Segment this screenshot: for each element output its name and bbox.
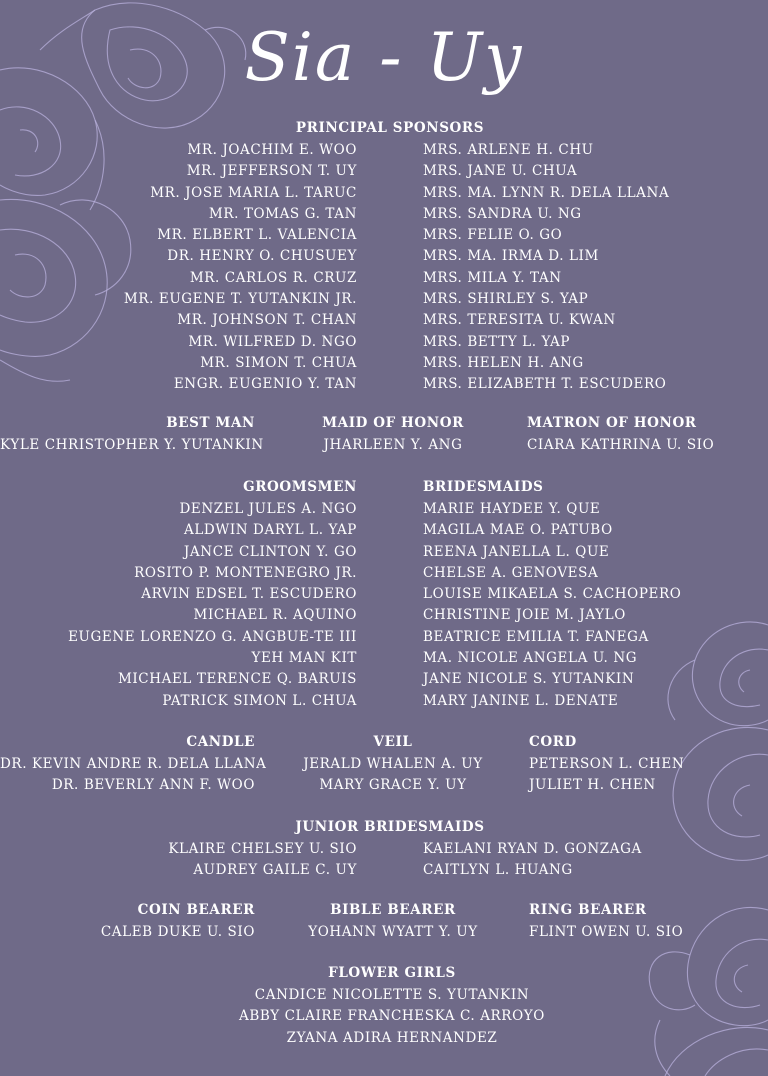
list-item: LOUISE MIKAELA S. CACHOPERO xyxy=(423,586,682,603)
matron-of-honor-name xyxy=(527,435,747,456)
list-item: JULIET H. CHEN xyxy=(529,777,656,794)
best-man-name xyxy=(0,435,264,456)
list-item: CALEB DUKE U. SIO xyxy=(100,924,255,940)
veil-list xyxy=(293,754,493,797)
list-item: DENZEL JULES A. NGO xyxy=(179,501,357,517)
list-item: MARY GRACE Y. UY xyxy=(319,777,467,794)
list-item: PATRICK SIMON L. CHUA xyxy=(162,692,357,709)
list-item: MAGILA MAE O. PATUBO xyxy=(423,522,613,539)
list-item: MARY JANINE L. DENATE xyxy=(423,692,619,709)
list-item: MRS. MILA Y. TAN xyxy=(423,269,562,286)
principal-sponsors-men-list xyxy=(40,140,357,396)
principal-sponsors-heading: PRINCIPAL SPONSORS xyxy=(295,120,485,136)
list-item: YOHANN WYATT Y. UY xyxy=(308,924,478,940)
list-item: MRS. SANDRA U. NG xyxy=(423,205,582,222)
list-item: MRS. JANE U. CHUA xyxy=(423,163,578,180)
list-item: MA. NICOLE ANGELA U. NG xyxy=(423,650,638,667)
list-item: MR. JOACHIM E. WOO xyxy=(187,142,357,158)
bridesmaids-heading: BRIDESMAIDS xyxy=(423,479,544,495)
best-man-heading: BEST MAN xyxy=(166,415,255,431)
veil-heading: VEIL xyxy=(373,734,413,750)
junior-bridesmaids-left-list xyxy=(40,839,357,882)
list-item: MR. EUGENE T. YUTANKIN JR. xyxy=(123,291,357,308)
list-item: DR. KEVIN ANDRE R. DELA LLANA xyxy=(0,756,267,772)
list-item: CAITLYN L. HUANG xyxy=(423,862,573,879)
list-item: JANE NICOLE S. YUTANKIN xyxy=(423,671,635,688)
bible-bearer-heading: BIBLE BEARER xyxy=(330,902,456,918)
ring-bearer-name xyxy=(529,922,729,943)
list-item: ALDWIN DARYL L. YAP xyxy=(184,522,357,539)
list-item: FLINT OWEN U. SIO xyxy=(529,924,684,940)
couple-title: Sia - Uy xyxy=(244,19,524,96)
list-item: MR. ELBERT L. VALENCIA xyxy=(157,227,357,244)
list-item: JHARLEEN Y. ANG xyxy=(323,437,463,453)
bible-bearer-name xyxy=(293,922,493,943)
maid-of-honor-name xyxy=(293,435,493,456)
list-item: KAELANI RYAN D. GONZAGA xyxy=(423,841,642,857)
list-item: MR. SIMON T. CHUA xyxy=(200,354,357,371)
list-item: ABBY CLAIRE FRANCHESKA C. ARROYO xyxy=(239,1008,545,1025)
list-item: MR. JOHNSON T. CHAN xyxy=(177,312,357,329)
list-item: ZYANA ADIRA HERNANDEZ xyxy=(286,1029,498,1046)
list-item: JANCE CLINTON Y. GO xyxy=(183,543,357,560)
groomsmen-list xyxy=(40,499,357,712)
list-item: PETERSON L. CHEN xyxy=(529,756,685,772)
candle-list xyxy=(0,754,267,797)
list-item: MICHAEL R. AQUINO xyxy=(193,607,357,624)
list-item: YEH MAN KIT xyxy=(251,650,357,667)
list-item: CHELSE A. GENOVESA xyxy=(423,564,599,581)
list-item: MRS. ARLENE H. CHU xyxy=(423,142,594,158)
list-item: DR. BEVERLY ANN F. WOO xyxy=(51,777,255,794)
candle-heading: CANDLE xyxy=(186,734,255,750)
list-item: MRS. MA. IRMA D. LIM xyxy=(423,248,599,265)
list-item: MR. JOSE MARIA L. TARUC xyxy=(150,184,357,201)
flower-girls-heading: FLOWER GIRLS xyxy=(328,965,456,981)
list-item: MRS. MA. LYNN R. DELA LLANA xyxy=(423,184,670,201)
list-item: ENGR. EUGENIO Y. TAN xyxy=(173,376,357,393)
list-item: MR. JEFFERSON T. UY xyxy=(186,163,357,180)
maid-of-honor-heading: MAID OF HONOR xyxy=(322,415,464,431)
coin-bearer-name xyxy=(0,922,255,943)
groomsmen-heading: GROOMSMEN xyxy=(243,479,357,495)
coin-bearer-heading: COIN BEARER xyxy=(137,902,255,918)
list-item: JERALD WHALEN A. UY xyxy=(303,756,483,772)
bridesmaids-list xyxy=(423,499,743,712)
cord-heading: CORD xyxy=(529,734,577,750)
list-item: MICHAEL TERENCE Q. BARUIS xyxy=(117,671,357,688)
matron-of-honor-heading: MATRON OF HONOR xyxy=(527,415,697,431)
list-item: MR. WILFRED D. NGO xyxy=(188,333,357,350)
list-item: DR. HENRY O. CHUSUEY xyxy=(167,248,357,265)
list-item: REENA JANELLA L. QUE xyxy=(423,543,610,560)
list-item: KLAIRE CHELSEY U. SIO xyxy=(168,841,357,857)
list-item: MRS. ELIZABETH T. ESCUDERO xyxy=(423,376,667,393)
list-item: ARVIN EDSEL T. ESCUDERO xyxy=(141,586,357,603)
list-item: AUDREY GAILE C. UY xyxy=(193,862,357,879)
principal-sponsors-women-list xyxy=(423,140,743,396)
list-item: MRS. FELIE O. GO xyxy=(423,227,563,244)
list-item: MRS. HELEN H. ANG xyxy=(423,354,584,371)
list-item: EUGENE LORENZO G. ANGBUE-TE III xyxy=(68,628,357,645)
junior-bridesmaids-heading: JUNIOR BRIDESMAIDS xyxy=(295,819,485,835)
list-item: MRS. SHIRLEY S. YAP xyxy=(423,291,589,308)
list-item: MARIE HAYDEE Y. QUE xyxy=(423,501,601,517)
junior-bridesmaids-right-list xyxy=(423,839,743,882)
list-item: MR. TOMAS G. TAN xyxy=(208,205,357,222)
cord-list xyxy=(529,754,729,797)
ring-bearer-heading: RING BEARER xyxy=(529,902,647,918)
list-item: CHRISTINE JOIE M. JAYLO xyxy=(423,607,626,624)
list-item: MR. CARLOS R. CRUZ xyxy=(189,269,357,286)
list-item: BEATRICE EMILIA T. FANEGA xyxy=(423,628,649,645)
list-item: KYLE CHRISTOPHER Y. YUTANKIN xyxy=(0,437,264,453)
flower-girls-list xyxy=(0,985,768,1049)
list-item: MRS. BETTY L. YAP xyxy=(423,333,571,350)
list-item: MRS. TERESITA U. KWAN xyxy=(423,312,616,329)
list-item: CIARA KATHRINA U. SIO xyxy=(527,437,715,453)
list-item: ROSITO P. MONTENEGRO JR. xyxy=(134,564,357,581)
list-item: CANDICE NICOLETTE S. YUTANKIN xyxy=(254,987,530,1003)
